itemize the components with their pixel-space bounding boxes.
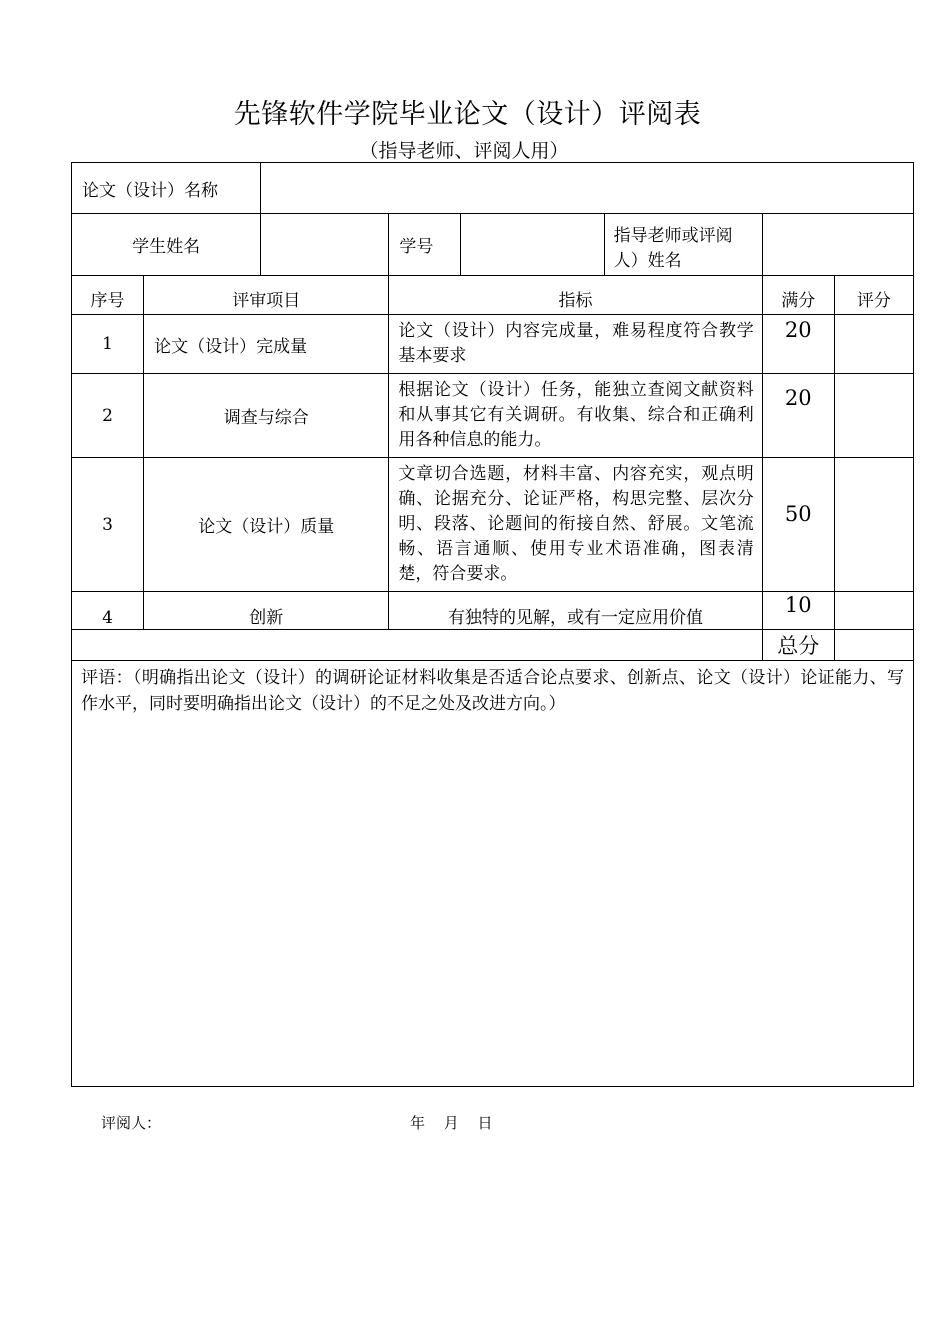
- student-name-label: 学生姓名: [72, 214, 261, 276]
- row-item: 调查与综合: [144, 374, 389, 458]
- total-score-field[interactable]: [834, 630, 913, 661]
- total-row: [72, 630, 914, 661]
- row-indicator: 根据论文（设计）任务，能独立查阅文献资料和从事其它有关调研。有收集、综合和正确利用各种信息的能力。: [389, 374, 762, 458]
- reviewer-signature-label: 评阅人：: [101, 1114, 162, 1132]
- row-full-score: 50: [762, 458, 834, 592]
- reviewer-name-label: 指导老师或评阅人）姓名: [604, 214, 762, 276]
- row-full-score: 20: [762, 374, 834, 458]
- header-item: 评审项目: [144, 276, 389, 315]
- table-row: [72, 315, 914, 374]
- header-full-score: 满分: [762, 276, 834, 315]
- student-id-field[interactable]: [461, 214, 604, 276]
- thesis-name-row: [72, 163, 914, 214]
- row-item: 论文（设计）完成量: [144, 315, 389, 374]
- page-title: 先锋软件学院毕业论文（设计）评阅表: [233, 99, 702, 130]
- row-no: 2: [72, 374, 144, 458]
- row-item: 论文（设计）质量: [144, 458, 389, 592]
- table-row: [72, 458, 914, 592]
- row-no: 3: [72, 458, 144, 592]
- row-full-score: 10: [762, 592, 834, 630]
- thesis-name-field[interactable]: [261, 163, 914, 214]
- review-form-table: [71, 162, 914, 1087]
- header-row: [72, 276, 914, 315]
- comment-row: [72, 661, 914, 1087]
- date-label: 年 月 日: [410, 1114, 493, 1132]
- header-no: 序号: [72, 276, 144, 315]
- student-name-field[interactable]: [261, 214, 389, 276]
- header-indicator: 指标: [389, 276, 762, 315]
- student-id-label: 学号: [389, 214, 461, 276]
- row-item: 创新: [144, 592, 389, 630]
- table-row: [72, 374, 914, 458]
- comment-area[interactable]: 评语：（明确指出论文（设计）的调研论证材料收集是否适合论点要求、创新点、论文（设计）论证能力、写作水平，同时要明确指出论文（设计）的不足之处及改进方向。）: [72, 661, 914, 1087]
- row-score-field[interactable]: [834, 458, 913, 592]
- row-score-field[interactable]: [834, 374, 913, 458]
- total-spacer: [72, 630, 763, 661]
- row-no: 1: [72, 315, 144, 374]
- reviewer-name-field[interactable]: [762, 214, 913, 276]
- row-indicator: 文章切合选题，材料丰富、内容充实，观点明确、论据充分、论证严格，构思完整、层次分明、段落、论题间的衔接自然、舒展。文笔流畅、语言通顺、使用专业术语准确，图表清楚，符合要求。: [389, 458, 762, 592]
- row-no: 4: [72, 592, 144, 630]
- student-info-row: [72, 214, 914, 276]
- row-score-field[interactable]: [834, 592, 913, 630]
- total-label: 总分: [762, 630, 834, 661]
- table-row: [72, 592, 914, 630]
- row-score-field[interactable]: [834, 315, 913, 374]
- row-full-score: 20: [762, 315, 834, 374]
- row-indicator: 有独特的见解，或有一定应用价值: [389, 592, 762, 630]
- thesis-name-label: 论文（设计）名称: [72, 163, 261, 214]
- page-subtitle: （指导老师、评阅人用）: [359, 140, 569, 162]
- row-indicator: 论文（设计）内容完成量，难易程度符合教学基本要求: [389, 315, 762, 374]
- header-score: 评分: [834, 276, 913, 315]
